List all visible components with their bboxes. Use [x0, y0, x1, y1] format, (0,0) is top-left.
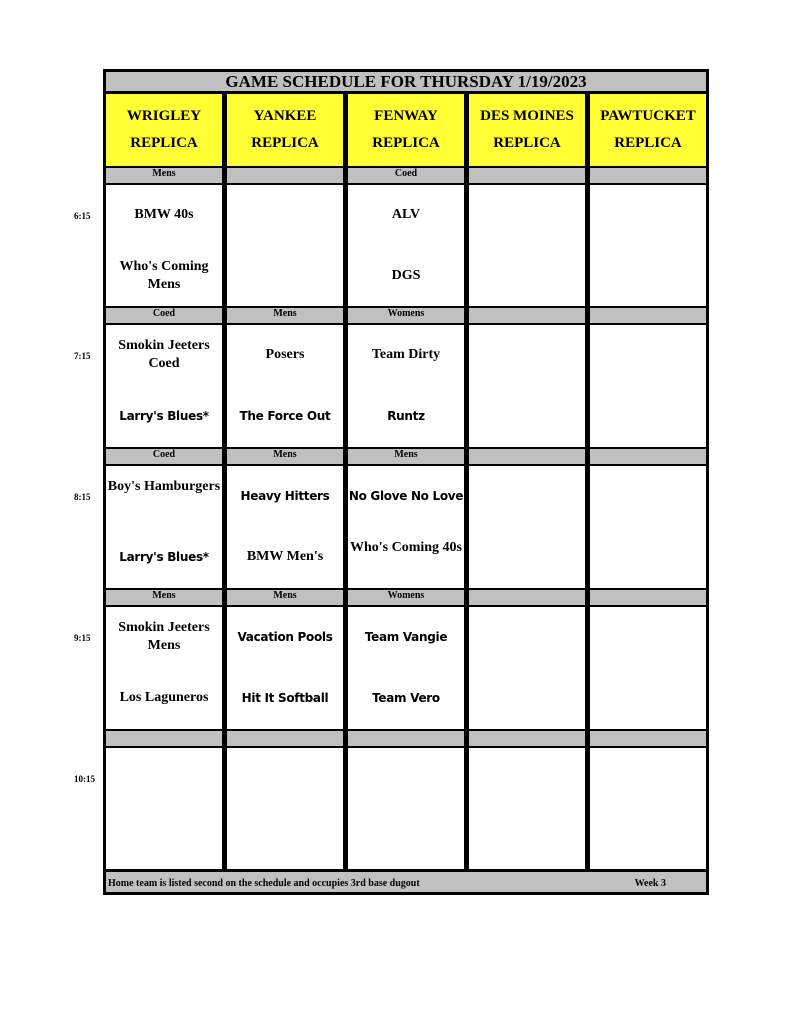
- field-header-yankee: [224, 94, 346, 166]
- division-label: [466, 306, 588, 325]
- game-cell: [103, 185, 225, 306]
- division-label: [224, 729, 346, 748]
- game-cell: [466, 325, 588, 447]
- game-cell: [345, 185, 467, 306]
- division-label: Mens: [345, 447, 467, 466]
- game-cell: [224, 748, 346, 869]
- field-header-pawtucket: [587, 94, 709, 166]
- field-sub: REPLICA: [130, 135, 198, 151]
- division-label: [587, 306, 709, 325]
- away-team: BMW 40s: [134, 207, 194, 222]
- time-label: 9:15: [74, 633, 91, 643]
- home-team: Runtz: [387, 409, 425, 423]
- home-team: Team Vero: [372, 691, 440, 705]
- field-name: YANKEE: [253, 108, 317, 124]
- division-label: [587, 729, 709, 748]
- week-label: Week 3: [634, 878, 666, 889]
- field-header-fenway: [345, 94, 467, 166]
- field-sub: REPLICA: [493, 135, 561, 151]
- away-team: Team Vangie: [364, 630, 448, 644]
- home-team: The Force Out: [239, 409, 331, 423]
- game-cell: [345, 325, 467, 447]
- division-label: [587, 447, 709, 466]
- division-label: [466, 447, 588, 466]
- game-cell: [345, 607, 467, 729]
- game-cell: [103, 607, 225, 729]
- division-label: Mens: [103, 588, 225, 607]
- division-label: Mens: [224, 447, 346, 466]
- game-cell: [587, 748, 709, 869]
- schedule-title: GAME SCHEDULE FOR THURSDAY 1/19/2023: [103, 69, 709, 94]
- field-header-des-moines: [466, 94, 588, 166]
- field-name: PAWTUCKET: [600, 108, 696, 124]
- game-cell: [345, 748, 467, 869]
- division-label: [587, 166, 709, 185]
- field-name: FENWAY: [374, 108, 438, 124]
- field-sub: REPLICA: [372, 135, 440, 151]
- away-team: Team Dirty: [371, 347, 441, 362]
- game-cell: [587, 185, 709, 306]
- division-label: [466, 588, 588, 607]
- division-label: Coed: [345, 166, 467, 185]
- game-cell: [587, 466, 709, 588]
- home-team: Hit It Softball: [241, 691, 329, 705]
- away-team: Smokin Jeeters Mens: [118, 620, 210, 653]
- game-cell: [587, 325, 709, 447]
- game-cell: [103, 748, 225, 869]
- division-label: [466, 166, 588, 185]
- game-cell: [224, 185, 346, 306]
- time-label: 7:15: [74, 351, 91, 361]
- game-cell: [466, 607, 588, 729]
- division-label: Womens: [345, 588, 467, 607]
- home-team: Larry's Blues*: [119, 409, 209, 423]
- away-team: Smokin Jeeters Coed: [118, 338, 210, 371]
- home-team: BMW Men's: [246, 549, 324, 564]
- division-label: Mens: [224, 588, 346, 607]
- away-team: ALV: [391, 207, 421, 222]
- home-team: Larry's Blues*: [119, 550, 209, 564]
- away-team: No Glove No Love: [348, 489, 464, 503]
- division-label: [103, 729, 225, 748]
- game-cell: [587, 607, 709, 729]
- game-cell: [103, 466, 225, 588]
- home-team: Who's Coming 40s: [349, 540, 463, 555]
- division-label: Mens: [103, 166, 225, 185]
- division-label: [224, 166, 346, 185]
- field-sub: REPLICA: [614, 135, 682, 151]
- time-label: 6:15: [74, 211, 91, 221]
- division-label: Coed: [103, 306, 225, 325]
- field-name: DES MOINES: [480, 108, 574, 124]
- home-team: DGS: [391, 268, 421, 283]
- game-cell: [466, 466, 588, 588]
- away-team: Posers: [265, 347, 305, 362]
- division-label: [466, 729, 588, 748]
- away-team: Boy's Hamburgers: [107, 479, 221, 494]
- game-cell: [224, 607, 346, 729]
- division-label: Coed: [103, 447, 225, 466]
- footer-bar: [103, 869, 709, 895]
- field-sub: REPLICA: [251, 135, 319, 151]
- away-team: Heavy Hitters: [240, 489, 330, 503]
- division-label: Womens: [345, 306, 467, 325]
- footer-note: Home team is listed second on the schedule and occupies 3rd base dugout: [108, 878, 420, 889]
- away-team: Vacation Pools: [237, 630, 333, 644]
- home-team: Los Laguneros: [119, 690, 209, 705]
- game-cell: [103, 325, 225, 447]
- field-name: WRIGLEY: [126, 108, 202, 124]
- game-cell: [224, 466, 346, 588]
- time-label: 8:15: [74, 492, 91, 502]
- game-cell: [345, 466, 467, 588]
- home-team: Who's Coming Mens: [119, 259, 209, 292]
- game-cell: [466, 748, 588, 869]
- division-label: Mens: [224, 306, 346, 325]
- game-cell: [466, 185, 588, 306]
- game-cell: [224, 325, 346, 447]
- division-label: [587, 588, 709, 607]
- field-header-wrigley: [103, 94, 225, 166]
- division-label: [345, 729, 467, 748]
- time-label: 10:15: [74, 774, 95, 784]
